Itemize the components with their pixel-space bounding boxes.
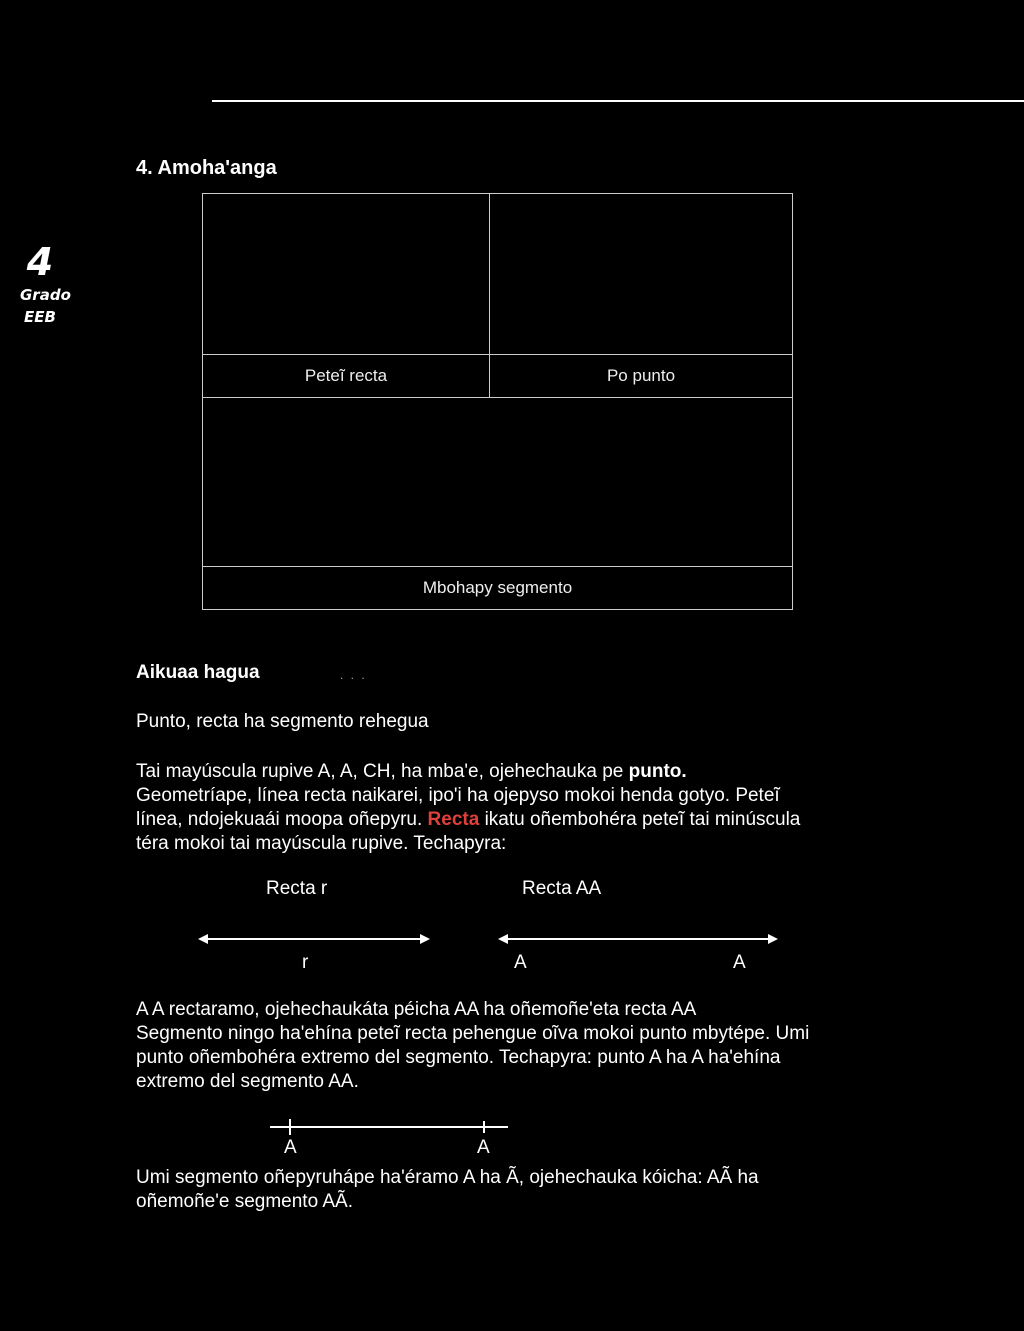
p3-line-2: oñemoñe'e segmento AÃ. <box>136 1191 353 1212</box>
p1-text-b: Geometríape, línea recta naikarei, ipo'i ha ojepyso mokoi henda gotyo. Peteĩ <box>136 785 780 806</box>
grade-label: Grado <box>20 286 71 304</box>
p1-recta-word: Recta <box>427 809 480 830</box>
segment-a1-label: A <box>284 1137 297 1158</box>
grade-number: 4 <box>26 240 54 284</box>
p1-text-c: línea, ndojekuaái moopa oñepyru. <box>136 809 428 830</box>
drawing-cell-punto[interactable] <box>490 194 793 355</box>
paragraph-3 <box>136 1166 906 1214</box>
line-aa <box>498 934 778 944</box>
caption-recta: Peteĩ recta <box>203 355 490 398</box>
drawing-cell-segmento[interactable] <box>203 398 793 567</box>
caption-punto: Po punto <box>490 355 793 398</box>
drawing-cell-recta[interactable] <box>203 194 490 355</box>
section-subheading: Punto, recta ha segmento rehegua <box>136 711 429 732</box>
line-figures <box>190 928 790 952</box>
p3-line-1: Umi segmento oñepyruhápe ha'éramo A ha Ã, ojehechauka kóicha: AÃ ha <box>136 1167 759 1188</box>
p1-text-e: téra mokoi tai mayúscula rupive. Techapyra: <box>136 833 507 854</box>
p2-line-3: punto oñembohéra extremo del segmento. Techapyra: punto A ha A ha'ehína <box>136 1047 781 1068</box>
p1-text-d: ikatu oñembohéra peteĩ tai minúscula <box>479 809 801 830</box>
segment-a2-label: A <box>477 1137 490 1158</box>
exercise-table <box>202 193 793 610</box>
segment-figure <box>266 1116 516 1138</box>
point-a2-label: A <box>733 952 746 973</box>
p2-line-1: A A rectaramo, ojehechaukáta péicha AA ha oñemoñe'eta recta AA <box>136 999 697 1020</box>
section-heading: Aikuaa hagua <box>136 662 260 683</box>
recta-aa-title: Recta AA <box>522 878 602 899</box>
paragraph-1 <box>136 760 906 856</box>
p1-punto-word: punto. <box>628 761 687 782</box>
grade-badge <box>20 240 71 328</box>
section-dots: . . . <box>340 668 367 682</box>
level-label: EEB <box>24 308 56 326</box>
recta-r-title: Recta r <box>266 878 328 899</box>
p2-line-2: Segmento ningo ha'ehína peteĩ recta pehengue oĩva mokoi punto mbytépe. Umi <box>136 1023 810 1044</box>
caption-segmento: Mbohapy segmento <box>203 567 793 610</box>
paragraph-2 <box>136 998 906 1094</box>
page-title: 4. Amoha'anga <box>136 157 277 179</box>
header-rule <box>212 100 1024 102</box>
p2-line-4: extremo del segmento AA. <box>136 1071 359 1092</box>
point-a1-label: A <box>514 952 527 973</box>
p1-text-a: Tai mayúscula rupive A, A, CH, ha mba'e, ojehechauka pe <box>136 761 629 782</box>
point-r-label: r <box>302 952 309 973</box>
line-r <box>198 934 430 944</box>
